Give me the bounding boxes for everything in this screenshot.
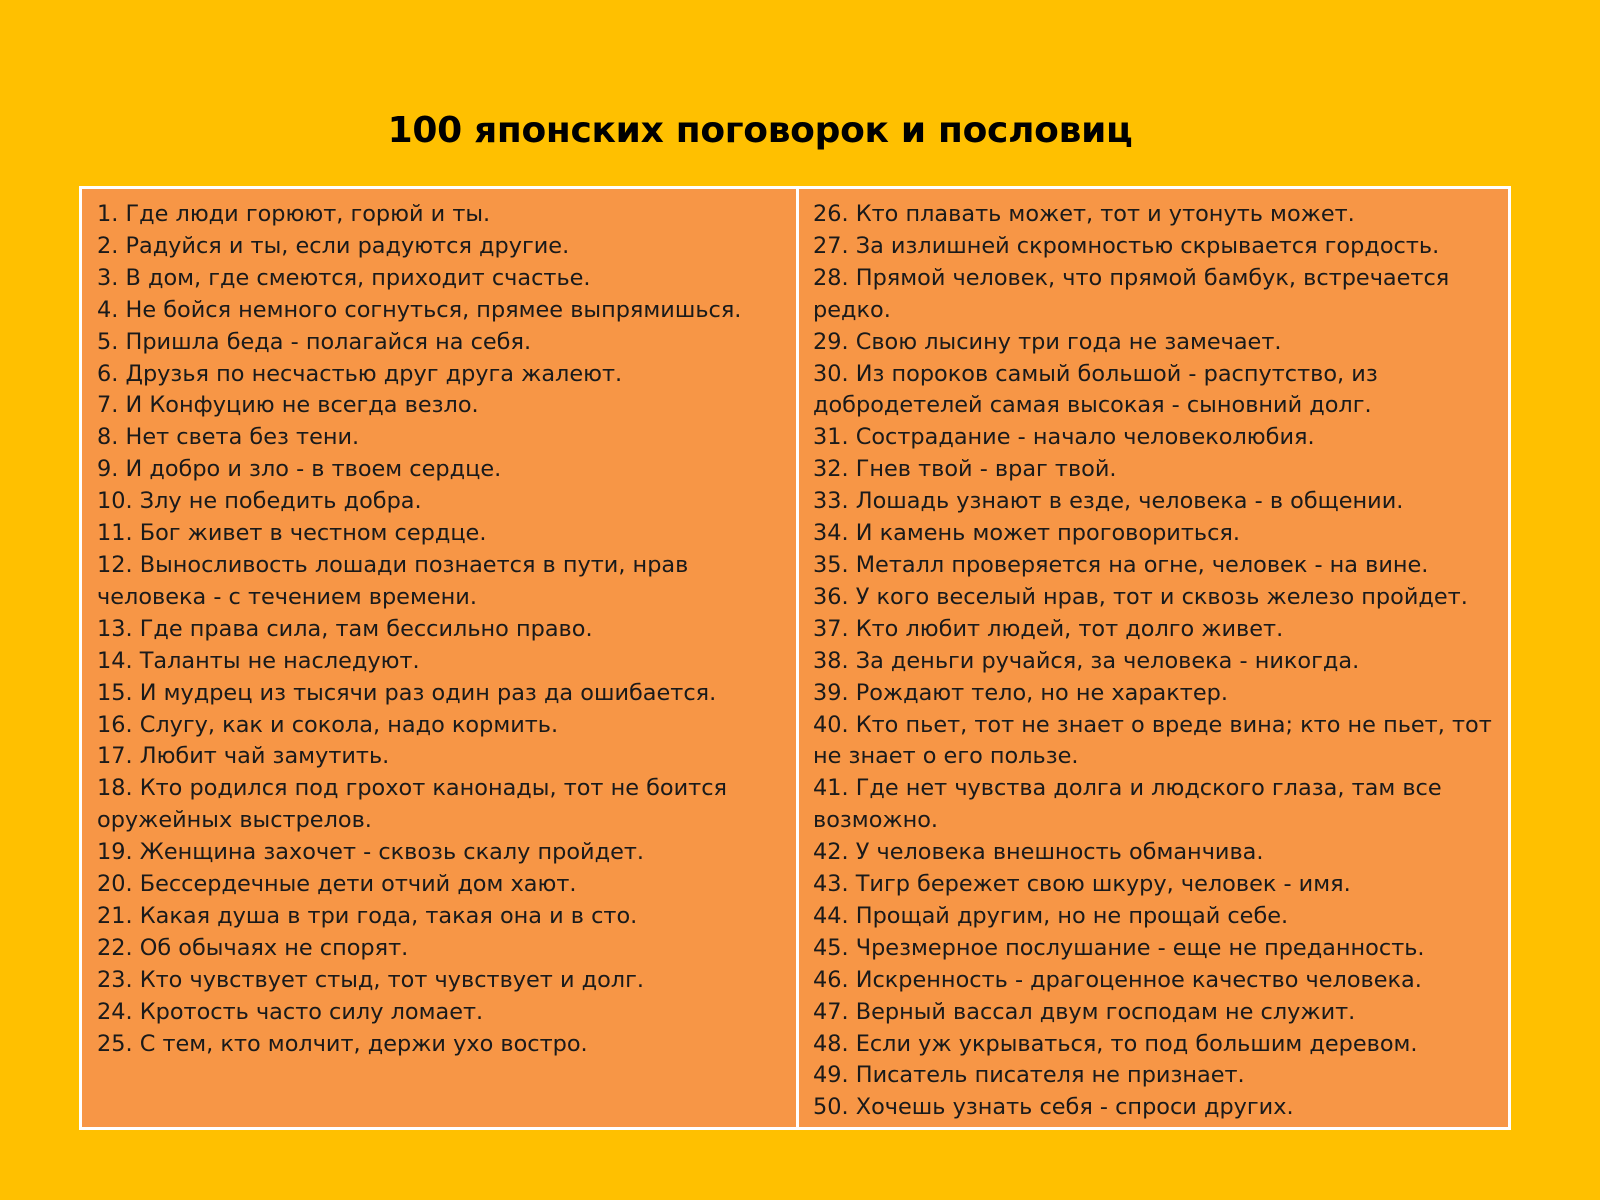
proverb-item: 3. В дом, где смеются, приходит счастье. — [97, 264, 591, 291]
proverb-item: 26. Кто плавать может, тот и утонуть может. — [813, 201, 1355, 227]
proverb-item: 15. И мудрец из тысячи раз один раз да ошибается. — [97, 679, 717, 706]
proverb-item: 5. Пришла беда - полагайся на себя. — [97, 328, 532, 355]
proverb-item: 37. Кто любит людей, тот долго живет. — [813, 615, 1284, 642]
page-title: 100 японских поговорок и пословиц — [387, 110, 1133, 151]
proverb-item: 32. Гнев твой - враг твой. — [813, 456, 1117, 483]
proverb-item: 49. Писатель писателя не признает. — [813, 1062, 1245, 1089]
proverb-item: 11. Бог живет в честном сердце. — [97, 520, 487, 547]
proverb-item: 9. И добро и зло - в твоем сердце. — [97, 456, 502, 483]
proverb-item: 36. У кого веселый нрав, тот и сквозь железо пройдет. — [813, 583, 1468, 610]
proverb-item: 30. Из пороков самый большой - распутство, из добродетелей самая высокая - сыновний долг. — [813, 360, 1378, 419]
proverb-item: 16. Слугу, как и сокола, надо кормить. — [97, 711, 559, 738]
proverb-item: 50. Хочешь узнать себя - спроси других. — [813, 1094, 1294, 1121]
proverb-item: 41. Где нет чувства долга и людского глаза, там все возможно. — [813, 775, 1442, 834]
proverb-item: 29. Свою лысину три года не замечает. — [813, 328, 1282, 355]
proverb-item: 31. Сострадание - начало человеколюбия. — [813, 424, 1315, 451]
proverb-item: 22. Об обычаях не спорят. — [97, 934, 409, 961]
proverb-item: 38. За деньги ручайся, за человека - никогда. — [813, 647, 1360, 674]
proverb-item: 33. Лошадь узнают в езде, человека - в общении. — [813, 488, 1404, 515]
proverb-item: 19. Женщина захочет - сквозь скалу пройдет. — [97, 839, 645, 866]
proverb-item: 48. Если уж укрываться, то под большим деревом. — [813, 1030, 1418, 1057]
column-divider — [796, 189, 799, 1127]
proverb-item: 7. И Конфуцию не всегда везло. — [97, 392, 479, 419]
proverb-item: 23. Кто чувствует стыд, тот чувствует и долг. — [97, 966, 644, 993]
proverb-item: 24. Кротость часто силу ломает. — [97, 998, 484, 1025]
proverbs-table — [79, 186, 1511, 1130]
proverb-item: 47. Верный вассал двум господам не служит. — [813, 998, 1356, 1025]
proverb-item: 35. Металл проверяется на огне, человек - на вине. — [813, 551, 1429, 578]
proverb-item: 10. Злу не победить добра. — [97, 488, 422, 515]
proverb-item: 4. Не бойся немного согнуться, прямее выпрямишься. — [97, 296, 742, 323]
proverb-item: 18. Кто родился под грохот канонады, тот не боится оружейных выстрелов. — [97, 775, 728, 834]
proverb-item: 6. Друзья по несчастью друг друга жалеют. — [97, 360, 623, 387]
left-column — [97, 199, 787, 1060]
proverb-item: 8. Нет света без тени. — [97, 424, 360, 451]
proverb-item: 39. Рождают тело, но не характер. — [813, 679, 1228, 706]
proverb-item: 42. У человека внешность обманчива. — [813, 839, 1264, 866]
proverb-item: 46. Искренность - драгоценное качество человека. — [813, 966, 1422, 993]
proverb-item: 25. С тем, кто молчит, держи ухо востро. — [97, 1030, 588, 1057]
proverb-item: 2. Радуйся и ты, если радуются другие. — [97, 232, 570, 259]
proverb-item: 20. Бессердечные дети отчий дом хают. — [97, 871, 577, 898]
proverb-item: 40. Кто пьет, тот не знает о вреде вина; кто не пьет, тот не знает о его пользе. — [813, 711, 1492, 770]
proverb-item: 14. Таланты не наследуют. — [97, 647, 420, 674]
proverb-item: 34. И камень может проговориться. — [813, 520, 1240, 547]
proverb-item: 28. Прямой человек, что прямой бамбук, встречается редко. — [813, 264, 1450, 323]
proverb-item: 43. Тигр бережет свою шкуру, человек - имя. — [813, 871, 1351, 898]
proverb-item: 27. За излишней скромностью скрывается гордость. — [813, 232, 1440, 259]
right-column — [813, 199, 1493, 1124]
proverb-item: 45. Чрезмерное послушание - еще не преданность. — [813, 934, 1425, 961]
proverb-item: 17. Любит чай замутить. — [97, 743, 390, 770]
proverb-item: 1. Где люди горюют, горюй и ты. — [97, 201, 491, 227]
proverb-item: 13. Где права сила, там бессильно право. — [97, 615, 593, 642]
proverb-item: 12. Выносливость лошади познается в пути, нрав человека - с течением времени. — [97, 551, 689, 610]
proverb-item: 21. Какая душа в три года, такая она и в сто. — [97, 902, 638, 929]
proverb-item: 44. Прощай другим, но не прощай себе. — [813, 902, 1289, 929]
